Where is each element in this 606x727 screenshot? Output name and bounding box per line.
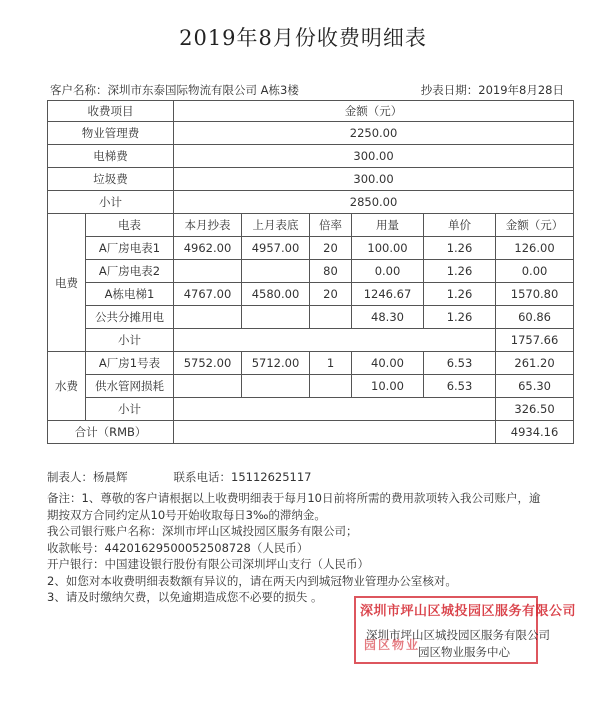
signature: [366, 627, 550, 661]
notes: [47, 490, 577, 606]
fee-amount: 2250.00: [174, 122, 574, 145]
cell: 1.26: [424, 260, 496, 283]
cell: 4767.00: [174, 283, 242, 306]
cell: 4580.00: [242, 283, 310, 306]
total-amount: 4934.16: [496, 421, 574, 444]
signature-dept: 园区物业服务中心: [418, 645, 510, 659]
cell: 20: [310, 283, 352, 306]
water-subtotal: 326.50: [496, 398, 574, 421]
cell: 20: [310, 237, 352, 260]
stamp-bottom-text: 园区物业: [364, 638, 421, 652]
electric-subtotal-label: 小计: [86, 329, 174, 352]
cell: [310, 375, 352, 398]
fee-table: [47, 100, 574, 444]
cell: 5712.00: [242, 352, 310, 375]
cell: [174, 421, 496, 444]
cell: 100.00: [352, 237, 424, 260]
cell: 10.00: [352, 375, 424, 398]
note-line: 备注：1、尊敬的客户请根据以上收费明细表于每月10日前将所需的费用款项转入我公司账户，逾: [47, 491, 541, 505]
cell: [310, 306, 352, 329]
cell: [174, 260, 242, 283]
table-row: [48, 191, 574, 214]
table-row: [48, 145, 574, 168]
meter-header-row: [48, 214, 574, 237]
col-header: 倍率: [310, 214, 352, 237]
cell: 1: [310, 352, 352, 375]
cell: [242, 375, 310, 398]
cell: 1.26: [424, 237, 496, 260]
cell: [174, 306, 242, 329]
cell: [242, 306, 310, 329]
cell: 1.26: [424, 306, 496, 329]
meter-name: A厂房电表1: [86, 237, 174, 260]
stamp-top-text: 深圳市坪山区城投园区服务有限公司: [360, 604, 577, 619]
cell: [242, 260, 310, 283]
header-item: 收费项目: [48, 101, 174, 122]
cell: 60.86: [496, 306, 574, 329]
reading-date: 抄表日期：2019年8月28日: [420, 83, 564, 97]
cell: [174, 329, 496, 352]
cell: [174, 398, 496, 421]
note-line: 2、如您对本收费明细表数额有异议的，请在两天内到城冠物业管理办公室核对。: [47, 573, 457, 588]
table-row: [48, 122, 574, 145]
note-line: 开户银行：中国建设银行股份有限公司深圳坪山支行（人民币）: [47, 557, 369, 571]
note-line: 我公司银行账户名称：深圳市坪山区城投园区服务有限公司；: [47, 524, 358, 538]
table-header-row: [48, 101, 574, 122]
col-header: 电表: [86, 214, 174, 237]
meter-name: A厂房1号表: [86, 352, 174, 375]
cell: [174, 375, 242, 398]
cell: 80: [310, 260, 352, 283]
col-header: 用量: [352, 214, 424, 237]
table-row: [48, 260, 574, 283]
note-line: 3、请及时缴纳欠费，以免逾期造成您不必要的损失 。: [47, 590, 323, 604]
col-header: 上月表底: [242, 214, 310, 237]
cell: 0.00: [352, 260, 424, 283]
total-label: 合计（RMB）: [48, 421, 174, 444]
note-line: 期按双方合同约定从10号开始收取每日3‰的滞纳金。: [47, 507, 326, 522]
note-line: 收款帐号：44201629500052508728（人民币）: [47, 540, 309, 555]
fee-amount: 300.00: [174, 145, 574, 168]
meter-name: 公共分摊用电: [86, 306, 174, 329]
table-row: [48, 352, 574, 375]
cell: 0.00: [496, 260, 574, 283]
cell: 261.20: [496, 352, 574, 375]
fee-subtotal: 2850.00: [174, 191, 574, 214]
cell: 1570.80: [496, 283, 574, 306]
page-title: 2019年8月份收费明细表: [179, 26, 427, 50]
cell: 40.00: [352, 352, 424, 375]
customer-name: 客户名称：深圳市东泰国际物流有限公司 A栋3楼: [50, 83, 299, 97]
water-subtotal-label: 小计: [86, 398, 174, 421]
table-row: [48, 375, 574, 398]
cell: 6.53: [424, 375, 496, 398]
cell: 126.00: [496, 237, 574, 260]
table-row: [48, 329, 574, 352]
cell: 1.26: [424, 283, 496, 306]
fee-subtotal-label: 小计: [48, 191, 174, 214]
table-row: [48, 398, 574, 421]
electric-label: 电费: [48, 214, 86, 352]
maker-line: [47, 469, 357, 485]
fee-name: 物业管理费: [48, 122, 174, 145]
cell: 4957.00: [242, 237, 310, 260]
col-header: 金额（元）: [496, 214, 574, 237]
meter-name: A厂房电表2: [86, 260, 174, 283]
electric-subtotal: 1757.66: [496, 329, 574, 352]
fee-amount: 300.00: [174, 168, 574, 191]
fee-name: 电梯费: [48, 145, 174, 168]
contact-phone: 联系电话：15112625117: [173, 470, 312, 484]
table-row: [48, 168, 574, 191]
table-row: [48, 283, 574, 306]
total-row: [48, 421, 574, 444]
fee-name: 垃圾费: [48, 168, 174, 191]
cell: 1246.67: [352, 283, 424, 306]
col-header: 本月抄表: [174, 214, 242, 237]
water-label: 水费: [48, 352, 86, 421]
cell: 48.30: [352, 306, 424, 329]
table-row: [48, 306, 574, 329]
meter-name: A栋电梯1: [86, 283, 174, 306]
cell: 65.30: [496, 375, 574, 398]
cell: 6.53: [424, 352, 496, 375]
meter-name: 供水管网损耗: [86, 375, 174, 398]
header-amount: 金额（元）: [174, 101, 574, 122]
cell: 4962.00: [174, 237, 242, 260]
cell: 5752.00: [174, 352, 242, 375]
table-row: [48, 237, 574, 260]
maker-name: 制表人：杨晨辉: [47, 470, 128, 484]
signature-company: 深圳市坪山区城投园区服务有限公司: [366, 628, 550, 642]
col-header: 单价: [424, 214, 496, 237]
